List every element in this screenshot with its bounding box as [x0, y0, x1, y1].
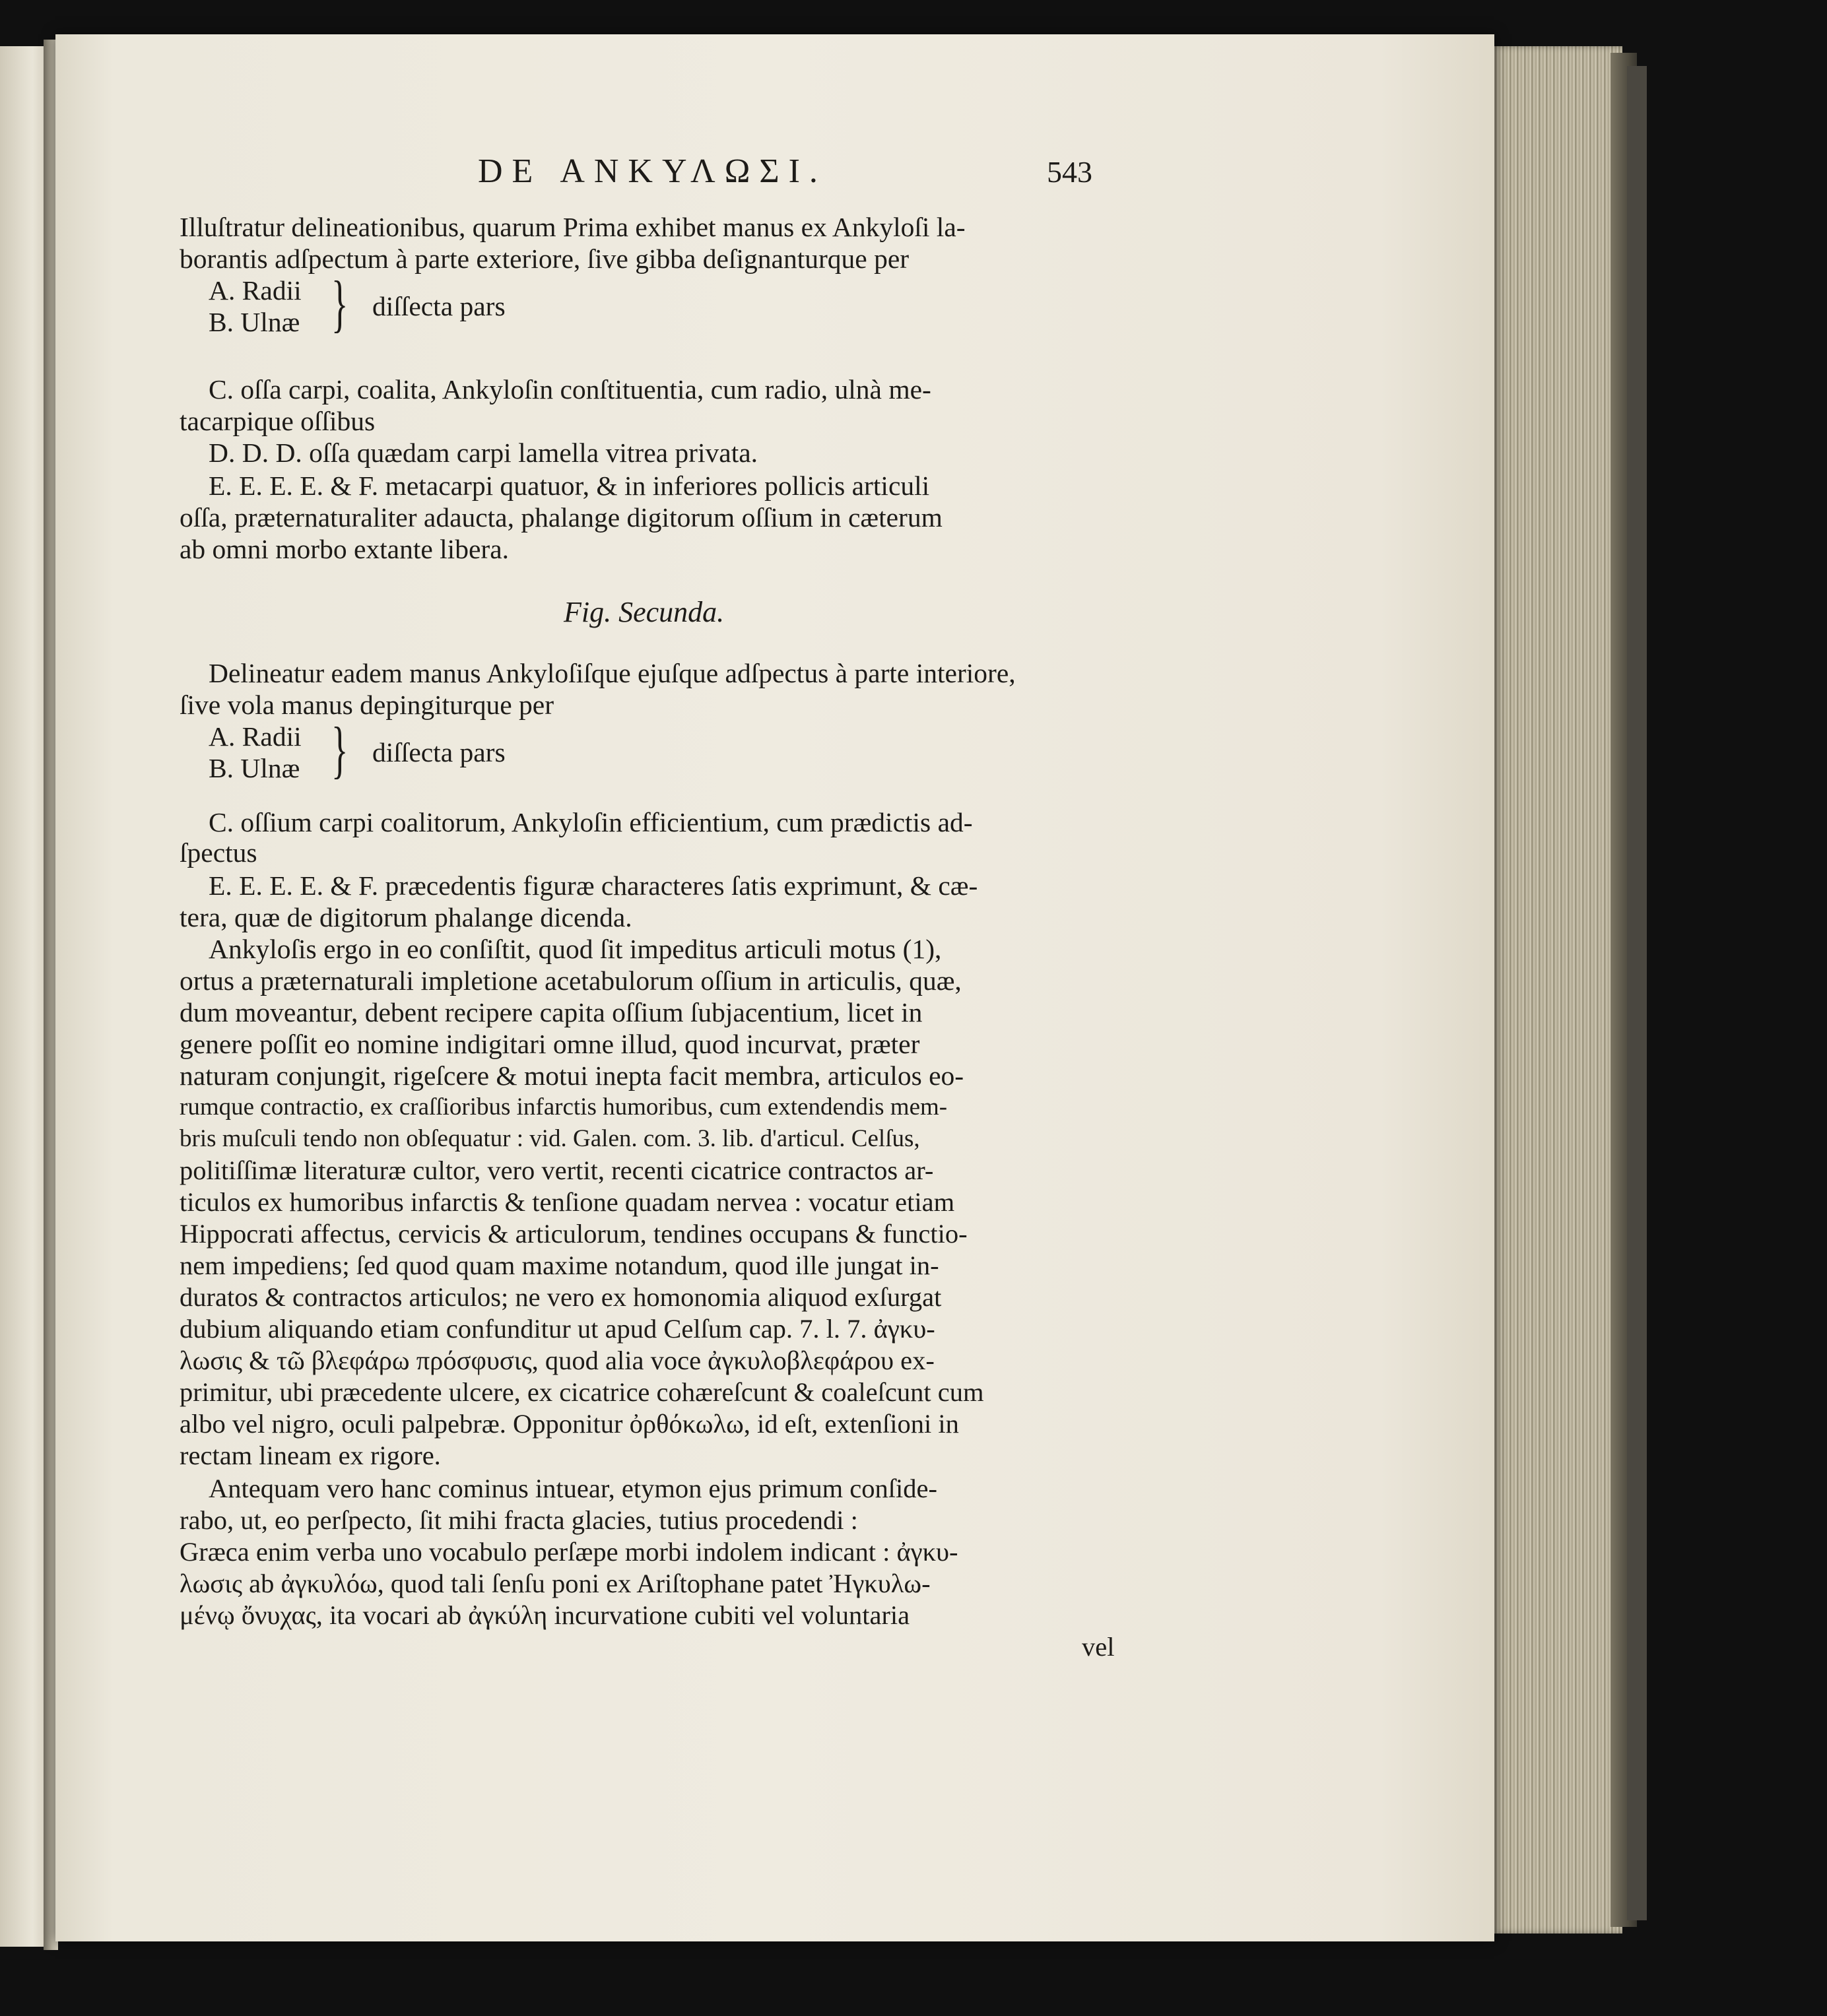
text-line: ticulos ex humoribus infarctis & tenſione quadam nervea : vocatur etiam	[180, 1187, 955, 1217]
page-stack-edge	[1490, 46, 1622, 1934]
legend-ulnae-2: B. Ulnæ	[209, 753, 300, 783]
text-line: Illuſtratur delineationibus, quarum Prima exhibet manus ex Ankyloſi la-	[180, 212, 966, 242]
page-number: 543	[1047, 155, 1092, 189]
text-line: D. D. D. oſſa quædam carpi lamella vitrea privata.	[209, 438, 758, 468]
text-line: rabo, ut, eo perſpecto, ſit mihi fracta glacies, tutius procedendi :	[180, 1505, 858, 1535]
legend-radii-1: A. Radii	[209, 275, 302, 306]
text-line: naturam conjungit, rigeſcere & motui inepta facit membra, articulos eo-	[180, 1060, 964, 1091]
book-page	[55, 34, 1494, 1941]
text-line: C. oſſium carpi coalitorum, Ankyloſin efficientium, cum prædictis ad-	[209, 807, 973, 837]
text-line: Ankyloſis ergo in eo conſiſtit, quod ſit impeditus articuli motus (1),	[209, 934, 942, 964]
text-line: ſpectus	[180, 837, 257, 868]
text-line: λωσις & τῶ βλεφάρω πρόσφυσις, quod alia voce ἀγκυλοβλεφάρου ex-	[180, 1346, 935, 1375]
running-head: DE ΑΝΚΥΛΩΣΙ.	[478, 152, 827, 190]
text-line: ortus a præternaturali impletione acetabulorum oſſium in articulis, quæ,	[180, 965, 962, 996]
text-line: borantis adſpectum à parte exteriore, ſive gibba deſignanturque per	[180, 244, 910, 274]
text-line: Delineatur eadem manus Ankyloſiſque ejuſque adſpectus à parte interiore,	[209, 658, 1016, 688]
text-line: duratos & contractos articulos; ne vero ex homonomia aliquod exſurgat	[180, 1282, 942, 1312]
text-line: rumque contractio, ex craſſioribus infarctis humoribus, cum extendendis mem-	[180, 1093, 948, 1121]
text-line: ſive vola manus depingiturque per	[180, 690, 554, 720]
legend-dissecta-1: diſſecta pars	[372, 291, 506, 321]
text-line: oſſa, præternaturaliter adaucta, phalange digitorum oſſium in cæterum	[180, 502, 943, 533]
text-line: Hippocrati affectus, cervicis & articulorum, tendines occupans & functio-	[180, 1219, 968, 1249]
text-line: C. oſſa carpi, coalita, Ankyloſin conſtituentia, cum radio, ulnà me-	[209, 374, 931, 405]
figure-title: Fig. Secunda.	[564, 596, 725, 628]
book-cover-edge	[1627, 66, 1647, 1920]
left-page-edge	[0, 46, 46, 1947]
text-line: ab omni morbo extante libera.	[180, 534, 509, 564]
text-line: politiſſimæ literaturæ cultor, vero vertit, recenti cicatrice contractos ar-	[180, 1155, 934, 1185]
text-line: dum moveantur, debent recipere capita oſſium ſubjacentium, licet in	[180, 997, 923, 1027]
text-line: tera, quæ de digitorum phalange dicenda.	[180, 902, 632, 932]
text-line: primitur, ubi præcedente ulcere, ex cicatrice cohæreſcunt & coaleſcunt cum	[180, 1377, 984, 1407]
brace-2: }	[331, 714, 349, 785]
text-line: rectam lineam ex rigore.	[180, 1441, 441, 1470]
brace-1: }	[331, 268, 349, 339]
legend-radii-2: A. Radii	[209, 721, 302, 752]
text-line: bris muſculi tendo non obſequatur : vid. Galen. com. 3. lib. d'articul. Celſus,	[180, 1125, 920, 1152]
text-line: Græca enim verba uno vocabulo perſæpe morbi indolem indicant : ἀγκυ-	[180, 1537, 958, 1567]
text-line: nem impediens; ſed quod quam maxime notandum, quod ille jungat in-	[180, 1251, 939, 1280]
text-line: E. E. E. E. & F. metacarpi quatuor, & in inferiores pollicis articuli	[209, 471, 930, 501]
legend-dissecta-2: diſſecta pars	[372, 737, 506, 767]
catchword: vel	[1082, 1632, 1115, 1662]
text-line: albo vel nigro, oculi palpebræ. Opponitur ὀρθόκωλω, id eſt, extenſioni in	[180, 1409, 959, 1439]
text-line: dubium aliquando etiam confunditur ut apud Celſum cap. 7. l. 7. ἀγκυ-	[180, 1314, 935, 1344]
text-line: Antequam vero hanc cominus intuear, etymon ejus primum conſide-	[209, 1474, 937, 1503]
text-line: E. E. E. E. & F. præcedentis figuræ characteres ſatis exprimunt, & cæ-	[209, 870, 978, 901]
text-line: tacarpique oſſibus	[180, 406, 376, 436]
text-line: genere poſſit eo nomine indigitari omne illud, quod incurvat, præter	[180, 1029, 920, 1059]
text-line: μένῳ ὄνυχας, ita vocari ab ἀγκύλη incurvatione cubiti vel voluntaria	[180, 1600, 910, 1630]
text-line: λωσις ab ἀγκυλόω, quod tali ſenſu poni ex Ariſtophane patet Ἠγκυλω-	[180, 1569, 931, 1598]
legend-ulnae-1: B. Ulnæ	[209, 307, 300, 337]
